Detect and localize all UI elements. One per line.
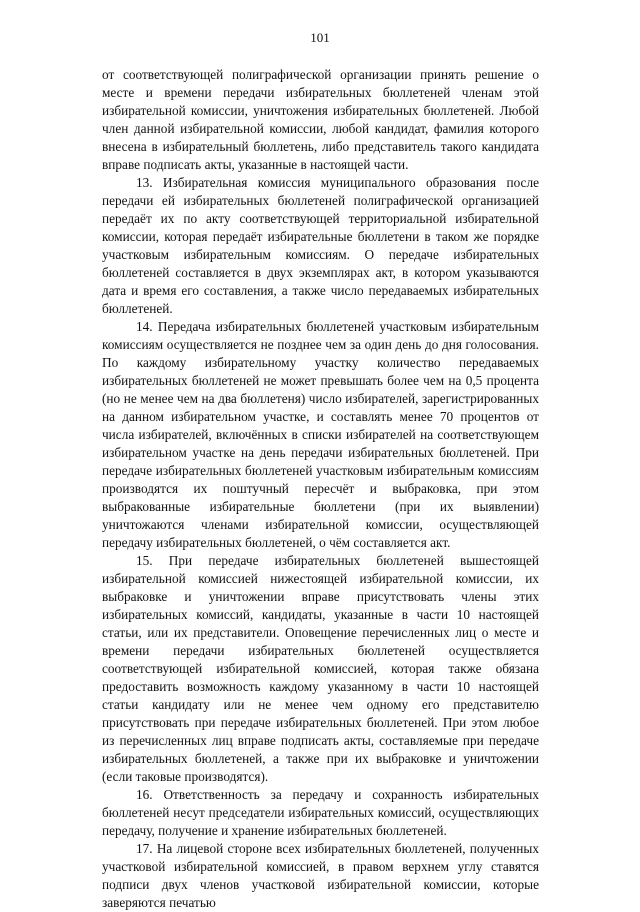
- paragraph-15: 15. При передаче избирательных бюллетеней вышестоящей избирательной комиссией нижестоящей избирательной комиссии, их выбраковке и уничтожении вправе присутствовать члены этих избирательных комиссий, кандидаты, указанные в части 10 настоящей статьи, или их представители. Оповещение перечисленных лиц о месте и времени передачи избирательных бюллетеней осуществляется соответствующей избирательной комиссией, которая также обязана предоставить возможность каждому указанному в части 10 настоящей статьи кандидату или не менее чем одному его представителю присутствовать при передаче избирательных бюллетеней. При этом любое из перечисленных лиц вправе подписать акты, составляемые при передаче избирательных бюллетеней, а также при их выбраковке и уничтожении (если таковые производятся).: [102, 553, 539, 784]
- paragraph-16: 16. Ответственность за передачу и сохранность избирательных бюллетеней несут председатели избирательных комиссий, осуществляющих передачу, получение и хранение избирательных бюллетеней.: [102, 787, 539, 838]
- paragraph-14: 14. Передача избирательных бюллетеней участковым избирательным комиссиям осуществляется не позднее чем за один день до дня голосования. По каждому избирательному участку количество передаваемых избирательных бюллетеней не может превышать более чем на 0,5 процента (но не менее чем на два бюллетеня) число избирателей, зарегистрированных на данном избирательном участке, и составлять менее 70 процентов от числа избирателей, включённых в списки избирателей на соответствующем избирательном участке на день передачи избирательных бюллетеней. При передаче избирательных бюллетеней участковым избирательным комиссиям производятся их поштучный пересчёт и выбраковка, при этом выбракованные избирательные бюллетени (при их выявлении) уничтожаются членами избирательной комиссии, осуществляющей передачу избирательных бюллетеней, о чём составляется акт.: [102, 319, 539, 550]
- paragraph-continuation: от соответствующей полиграфической организации принять решение о месте и времени передачи избирательных бюллетеней членам этой избирательной комиссии, уничтожения избирательных бюллетеней. Любой член данной избирательной комиссии, любой кандидат, фамилия которого внесена в избирательный бюллетень, либо представитель такого кандидата вправе подписать акты, указанные в настоящей части.: [102, 67, 539, 172]
- paragraph-17: 17. На лицевой стороне всех избирательных бюллетеней, полученных участковой избирательной комиссией, в правом верхнем углу ставятся подписи двух членов участковой избирательной комиссии, которые заверяются печатью: [102, 841, 539, 910]
- page-number: 101: [310, 30, 330, 45]
- paragraph-13: 13. Избирательная комиссия муниципального образования после передачи ей избирательных бюллетеней полиграфической организацией передаёт их по акту соответствующей территориальной избирательной комиссии, которая передаёт избирательные бюллетени в таком же порядке участковым избирательным комиссиям. О передаче избирательных бюллетеней составляется в двух экземплярах акт, в котором указываются дата и время его составления, а также число передаваемых избирательных бюллетеней.: [102, 175, 539, 316]
- document-body: [102, 66, 539, 912]
